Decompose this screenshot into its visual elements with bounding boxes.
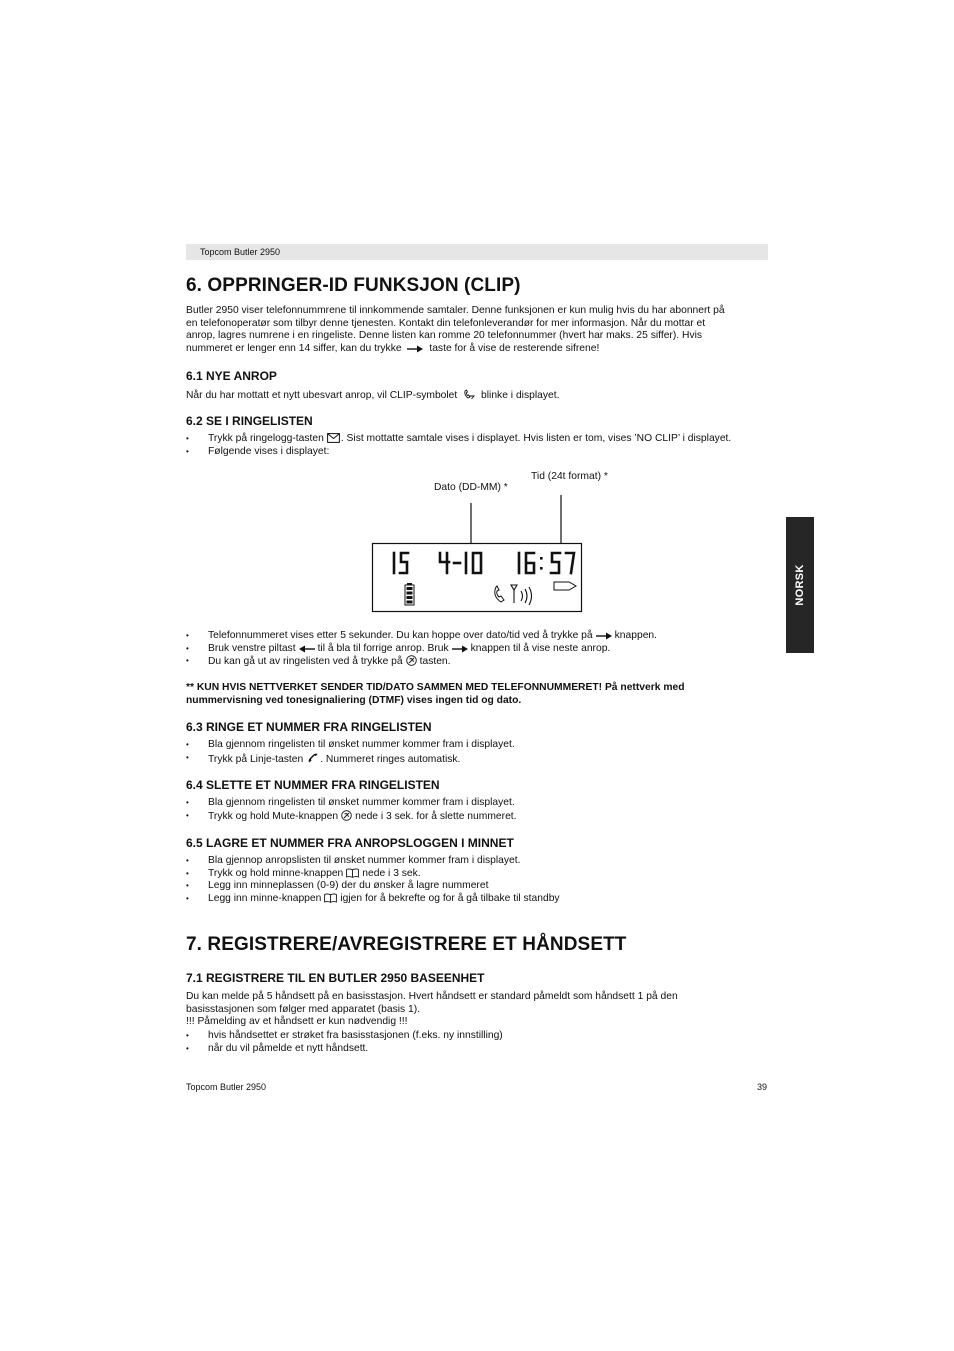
network-note bbox=[186, 682, 776, 707]
section63-title: 6.3 RINGE ET NUMMER FRA RINGELISTEN bbox=[186, 720, 432, 734]
arrow-right-icon bbox=[596, 632, 612, 640]
list-item bbox=[186, 630, 776, 643]
line-handset-icon bbox=[307, 752, 319, 764]
list-item: • Bla gjennop anropslisten til ønsket nummer kommer fram i displayet. bbox=[186, 855, 776, 868]
section64-b2a: Trykk og hold Mute-knappen bbox=[208, 810, 339, 822]
section65-title: 6.5 LAGRE ET NUMMER FRA ANROPSLOGGEN I MINNET bbox=[186, 836, 514, 850]
after-b1b: knappen. bbox=[614, 630, 658, 641]
intro-line-2: en telefonoperatør som tilbyr denne tjenesten. Kontakt din telefonleverandør for mer informasjon. Når du mottar et bbox=[186, 317, 706, 329]
label-time: Tid (24t format) * bbox=[531, 471, 608, 482]
arrow-right-icon bbox=[407, 345, 423, 353]
colon-dot-top bbox=[540, 557, 543, 560]
note-line-2: nummervisning ved tonesignaliering (DTMF) vises ingen tid og dato. bbox=[186, 694, 522, 706]
list-item: • Bla gjennom ringelisten til ønsket nummer kommer fram i displayet. bbox=[186, 797, 776, 810]
intro-line-4 bbox=[186, 343, 776, 356]
list-item: • Bla gjennom ringelisten til ønsket nummer kommer fram i displayet. bbox=[186, 739, 776, 752]
after-b2b: til å bla til forrige anrop. Bruk bbox=[317, 642, 449, 654]
section65-b2a: Trykk og hold minne-knappen bbox=[208, 867, 344, 879]
memory-book-icon bbox=[324, 893, 337, 903]
language-tab bbox=[786, 517, 814, 653]
after-b2c: knappen til å vise neste anrop. bbox=[470, 642, 611, 654]
section7-title: 7. REGISTRERE/AVREGISTRERE ET HÅNDSETT bbox=[186, 934, 627, 955]
memory-book-icon bbox=[346, 868, 359, 878]
section63-b2b: . Nummeret ringes automatisk. bbox=[320, 753, 461, 765]
section62-b1a: Trykk på ringelogg-tasten bbox=[208, 433, 324, 444]
arrow-left-icon bbox=[299, 645, 315, 653]
call-log-envelope-icon bbox=[327, 433, 340, 443]
section61-text-a: Når du har mottatt et nytt ubesvart anrop, vil CLIP-symbolet bbox=[186, 390, 458, 401]
intro-line-1: Butler 2950 viser telefonnummrene til innkommende samtaler. Denne funksjonen er kun mulig hvis du har abonnert på bbox=[186, 305, 725, 316]
section63-b2a: Trykk på Linje-tasten bbox=[208, 753, 304, 765]
list-item bbox=[186, 433, 776, 446]
intro-line-4a: nummeret er lenger enn 14 siffer, kan du trykke bbox=[186, 342, 402, 354]
lcd-display-diagram bbox=[370, 495, 586, 615]
page-number: 39 bbox=[757, 1082, 768, 1092]
colon-dot-bottom bbox=[540, 567, 543, 570]
section61-title: 6.1 NYE ANROP bbox=[186, 369, 277, 383]
list-item: • Følgende vises i displayet: bbox=[186, 446, 776, 459]
list-item bbox=[186, 752, 776, 767]
section71-text bbox=[186, 991, 776, 1029]
section61-text bbox=[186, 388, 559, 403]
section64-b2b: nede i 3 sek. for å slette nummeret. bbox=[355, 810, 517, 822]
list-item bbox=[186, 868, 776, 881]
section65-b4a: Legg inn minne-knappen bbox=[208, 892, 322, 904]
section6-intro bbox=[186, 305, 776, 355]
list-item: • når du vil påmelde et nytt håndsett. bbox=[186, 1043, 776, 1056]
section61-text-b: blinke i displayet. bbox=[481, 390, 560, 401]
footer-product: Topcom Butler 2950 bbox=[186, 1082, 267, 1092]
section62-list bbox=[186, 433, 776, 458]
language-tab-label: NORSK bbox=[794, 564, 806, 606]
section71-line-3: !!! Påmelding av et håndsett er kun nødvendig !!! bbox=[186, 1016, 408, 1028]
list-item: • Legg inn minneplassen (0-9) der du ønsker å lagre nummeret bbox=[186, 880, 776, 893]
note-line-1: ** KUN HVIS NETTVERKET SENDER TID/DATO SAMMEN MED TELEFONNUMMERET! På nettverk med bbox=[186, 682, 685, 693]
list-item: • hvis håndsettet er strøket fra basisstasjonen (f.eks. ny innstilling) bbox=[186, 1030, 776, 1043]
clip-phone-icon bbox=[463, 388, 475, 400]
section65-b4b: igjen for å bekrefte og for å gå tilbake til standby bbox=[340, 892, 560, 904]
section64-list bbox=[186, 797, 776, 823]
after-display-list bbox=[186, 630, 776, 669]
label-date: Dato (DD-MM) * bbox=[434, 482, 508, 493]
section71-line-1: Du kan melde på 5 håndsett på en basisstasjon. Hvert håndsett er standard påmeldt som håndsett 1 på den bbox=[186, 991, 678, 1002]
section71-title: 7.1 REGISTRERE TIL EN BUTLER 2950 BASEENHET bbox=[186, 971, 485, 985]
section62-title: 6.2 SE I RINGELISTEN bbox=[186, 414, 313, 428]
intro-line-4b: taste for å vise de resterende sifrene! bbox=[429, 342, 600, 354]
arrow-right-icon bbox=[452, 645, 468, 653]
header-product: Topcom Butler 2950 bbox=[200, 247, 281, 257]
list-item bbox=[186, 655, 776, 669]
list-item bbox=[186, 893, 776, 906]
mute-icon bbox=[341, 810, 352, 821]
mute-icon bbox=[406, 655, 417, 666]
list-item bbox=[186, 810, 776, 824]
after-b1a: Telefonnummeret vises etter 5 sekunder. Du kan hoppe over dato/tid ved å trykke på bbox=[208, 630, 593, 641]
intro-line-3: anrop, lagres numrene i en ringeliste. Denne listen kan romme 20 telefonnummer (hvert har maks. 25 siffer). Hvis bbox=[186, 330, 703, 342]
section71-line-2: basisstasjonen som følger med apparatet (basis 1). bbox=[186, 1003, 421, 1015]
section63-list bbox=[186, 739, 776, 766]
section71-list bbox=[186, 1030, 776, 1055]
after-b2a: Bruk venstre piltast bbox=[208, 642, 296, 654]
section6-title: 6. OPPRINGER-ID FUNKSJON (CLIP) bbox=[186, 275, 521, 296]
section65-list bbox=[186, 855, 776, 905]
section64-title: 6.4 SLETTE ET NUMMER FRA RINGELISTEN bbox=[186, 778, 440, 792]
after-b3a: Du kan gå ut av ringelisten ved å trykke på bbox=[208, 656, 403, 668]
section62-b1b: . Sist mottatte samtale vises i displayet. Hvis listen er tom, vises ’NO CLIP’ i displayet. bbox=[340, 433, 732, 444]
after-b3b: tasten. bbox=[419, 656, 451, 668]
section65-b2b: nede i 3 sek. bbox=[362, 867, 421, 879]
list-item bbox=[186, 643, 776, 656]
